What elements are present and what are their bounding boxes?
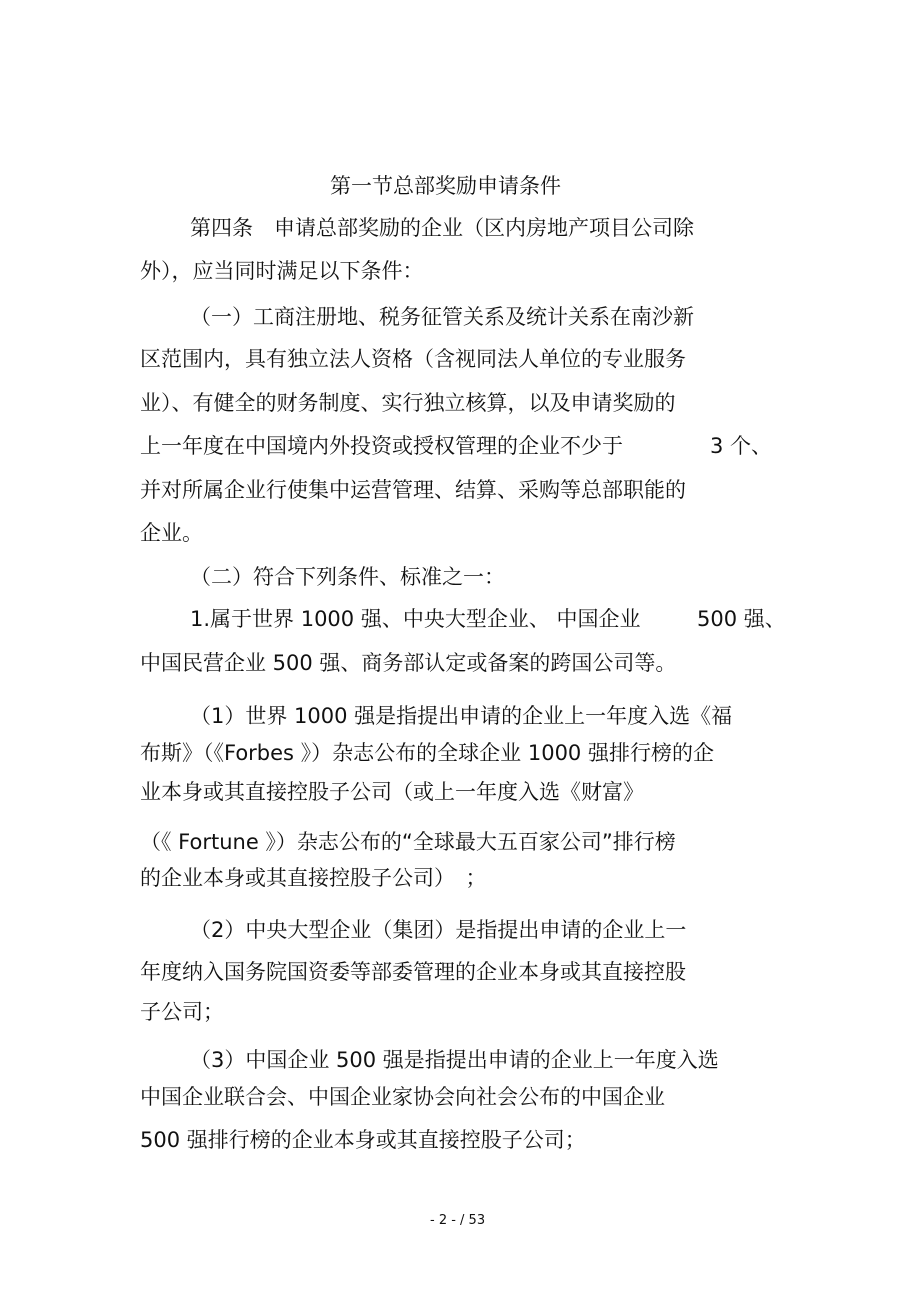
text-line: （3）中国企业 500 强是指提出申请的企业上一年度入选 [190,1048,719,1072]
text-line: （二）符合下列条件、标准之一： [190,565,505,589]
text-line: 1.属于世界 1000 强、中央大型企业、 中国企业 [190,607,641,631]
text-line: （1）世界 1000 强是指提出申请的企业上一年度入选《福 [190,704,733,728]
page-number: - 2 - / 53 [430,1213,486,1228]
text-line: 中国民营企业 500 强、商务部认定或备案的跨国公司等。 [140,651,677,675]
text-line: 的企业本身或其直接控股子公司） ； [140,866,487,890]
text-line: 中国企业联合会、中国企业家协会向社会公布的中国企业 [140,1085,665,1109]
text-line: 第四条 申请总部奖励的企业（区内房地产项目公司除 [190,216,694,240]
text-line: 布斯》（《Forbes 》）杂志公布的全球企业 1000 强排行榜的企 [140,741,714,765]
section-title: 第一节总部奖励申请条件 [330,174,561,198]
text-line: 500 强排行榜的企业本身或其直接控股子公司； [140,1128,586,1152]
text-line: 上一年度在中国境内外投资或授权管理的企业不少于 [140,434,623,458]
text-line: 业本身或其直接控股子公司（或上一年度入选《财富》 [140,780,644,804]
text-line: 业）、有健全的财务制度、实行独立核算，以及申请奖励的 [140,391,676,415]
text-line: 外），应当同时满足以下条件： [140,259,424,283]
text-line: 年度纳入国务院国资委等部委管理的企业本身或其直接控股 [140,960,686,984]
text-line: （一）工商注册地、税务征管关系及统计关系在南沙新 [190,305,694,329]
text-line: 500 强、 [697,607,786,631]
text-line: 区范围内，具有独立法人资格（含视同法人单位的专业服务 [140,347,686,371]
text-line: （《 Fortune 》）杂志公布的“全球最大五百家公司”排行榜 [140,830,676,854]
text-line: 子公司； [140,1000,224,1024]
text-line: 3 个、 [710,434,773,458]
text-line: （2）中央大型企业（集团）是指提出申请的企业上一 [190,918,687,942]
text-line: 并对所属企业行使集中运营管理、结算、采购等总部职能的 [140,478,686,502]
text-line: 企业。 [140,521,203,545]
